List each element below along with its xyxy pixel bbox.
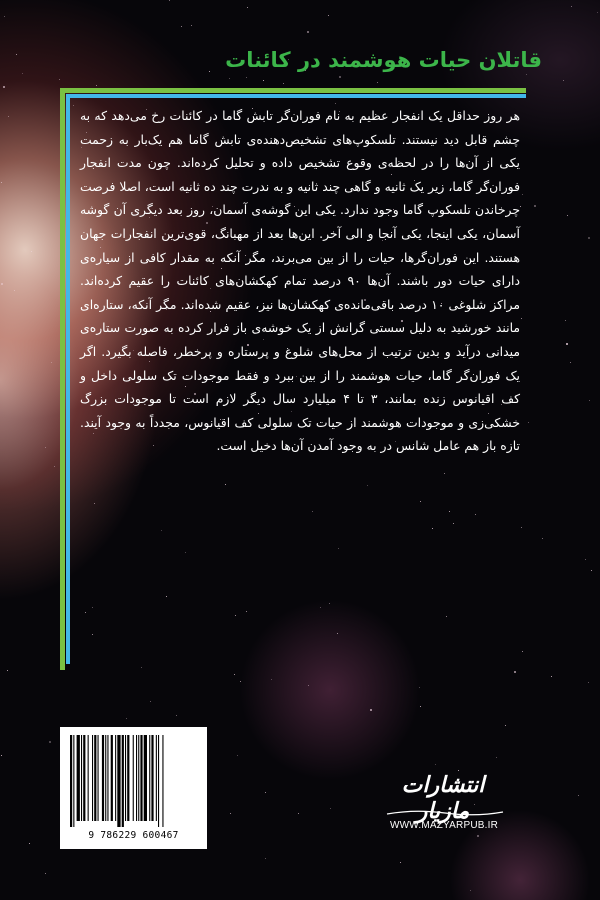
star [150, 701, 151, 702]
isbn-number: 9 786229 600467 [88, 830, 179, 841]
star [444, 473, 445, 474]
star [585, 559, 586, 560]
star [191, 25, 192, 26]
star [181, 26, 182, 27]
star [16, 54, 17, 55]
star [298, 813, 299, 814]
star [92, 634, 93, 635]
star [419, 687, 420, 688]
star [126, 718, 127, 719]
star [521, 318, 522, 319]
star [477, 835, 479, 837]
star [1, 182, 2, 183]
star [521, 527, 522, 528]
star [45, 873, 46, 874]
star [446, 616, 447, 617]
star [551, 676, 552, 677]
star [597, 12, 598, 13]
star [328, 15, 329, 16]
star [96, 85, 97, 86]
star [565, 320, 566, 321]
star [420, 501, 421, 502]
star [263, 80, 264, 81]
star [246, 611, 247, 612]
star [320, 607, 321, 608]
logo-flourish-icon [385, 808, 505, 818]
star [589, 400, 590, 401]
star [229, 78, 230, 79]
star [312, 511, 313, 512]
star [161, 530, 162, 531]
book-title: قاتلان حیات هوشمند در کائنات [225, 48, 542, 72]
star [588, 682, 589, 683]
star [514, 671, 516, 673]
star [265, 792, 266, 793]
star [453, 523, 454, 524]
star [265, 858, 266, 859]
star [225, 484, 226, 485]
star [237, 755, 238, 756]
star [570, 362, 571, 363]
star [563, 80, 564, 81]
star [141, 667, 142, 668]
star [246, 77, 247, 78]
star [534, 205, 536, 207]
star [338, 548, 339, 549]
star [377, 82, 378, 83]
star [526, 74, 527, 75]
star [370, 709, 372, 711]
star [522, 194, 523, 195]
side-line-blue [66, 94, 70, 664]
star [400, 862, 401, 863]
star [271, 679, 272, 680]
star [59, 79, 60, 80]
star [1, 755, 2, 756]
star [73, 105, 74, 106]
star [308, 685, 309, 686]
star [542, 538, 543, 539]
star [1, 283, 3, 285]
star [49, 741, 51, 743]
star [94, 503, 95, 504]
star [4, 16, 5, 17]
star [51, 362, 52, 363]
star [234, 674, 235, 675]
star [520, 206, 521, 207]
star [247, 7, 248, 8]
star [420, 706, 421, 707]
star [92, 607, 93, 608]
star [330, 808, 331, 809]
star [528, 422, 529, 423]
star [169, 0, 170, 1]
star [566, 343, 568, 345]
title-underline-green [60, 88, 526, 93]
star [449, 511, 450, 512]
star [329, 603, 330, 604]
star [522, 651, 523, 652]
star [54, 466, 55, 467]
star [470, 890, 471, 891]
isbn-barcode [60, 727, 207, 849]
star [475, 514, 476, 515]
side-line-green [60, 88, 65, 670]
publisher-website: WWW.MAZYARPUB.IR [389, 820, 498, 831]
star [8, 116, 9, 117]
star [176, 715, 177, 716]
star [339, 76, 341, 78]
star [185, 552, 186, 553]
star [567, 215, 568, 216]
star [571, 6, 572, 7]
star [240, 681, 241, 682]
star [496, 757, 497, 758]
star [85, 612, 86, 613]
star [235, 615, 236, 616]
title-underline-blue [66, 94, 526, 98]
star [45, 447, 46, 448]
star [458, 770, 459, 771]
star [367, 485, 368, 486]
back-cover-description: هر روز حداقل یک انفجار عظیم به نام فوران‌گر تابش گاما در کائنات رخ می‌دهد که به چشم قابل دید نیستند. تلسکوپ‌های تشخیص‌دهنده‌ی تابش گاما هم یک‌بار به زحمت یکی از آن‌ها را در لحظه‌ی وقوع تشخیص داده و تحلیل کرده‌اند. چون مدت انفجار فوران‌گر گاما، زیر یک ثانیه و گاهی چند ثانیه و به ندرت چند ده ثانیه است، اصلا فرصت چرخاندن تلسکوپ گاما وجود ندارد. یکی این گوشه‌ی آسمان، روز بعد دیگری آن گوشه آسمان، یکی اینجا، یکی آنجا و الی آخر. این‌ها بعد از مهبانگ، قوی‌ترین انفجارات جهان هستند. این فوران‌گرها، حیات را از بین می‌برند، مگر آنکه به مقدار کافی از سیاره‌ی دارای حیات دور باشند. آن‌ها ۹۰ درصد تمام کهکشان‌های کائنات را عقیم کرده‌اند. مراکز شلوغی ۱۰ درصد باقی‌مانده‌ی کهکشان‌ها نیز، عقیم شده‌اند. مگر آنکه، ستاره‌ای مانند خورشید به دلیل سستی گرانش از یک خوشه‌ی باز فرار کرده به صورت ستاره‌ی میدانی درآید و بدین ترتیب از محل‌های شلوغ و پرستاره و پرخطر، فاصله بگیرد. اگر یک فوران‌گر گاما، حیات هوشمند را از بین ببرد و فقط موجودات تک سلولی داخل و کف اقیانوس زنده بمانند، ۳ تا ۴ میلیارد سال دیگر لازم است تا موجودات بزرگ خشکی‌زی و موجودات هوشمند از حیات تک سلولی کف اقیانوس، مجدداً به وجود آیند. تازه باز هم عامل شانس در به وجود آمدن آن‌ها دخیل است. [80, 108, 520, 454]
barcode-bars [70, 735, 197, 827]
star [432, 528, 433, 529]
star [435, 764, 436, 765]
star [166, 596, 167, 597]
star [283, 83, 284, 84]
star [337, 633, 338, 634]
star [3, 86, 5, 88]
star [230, 813, 231, 814]
star [7, 670, 8, 671]
star [588, 237, 590, 239]
star [31, 251, 32, 252]
star [591, 570, 592, 571]
star [14, 290, 15, 291]
publisher-logo: انتشارات مازیار [401, 772, 485, 824]
star [22, 73, 23, 74]
star [307, 31, 309, 33]
star [578, 795, 579, 796]
star [505, 725, 506, 726]
star [29, 843, 30, 844]
